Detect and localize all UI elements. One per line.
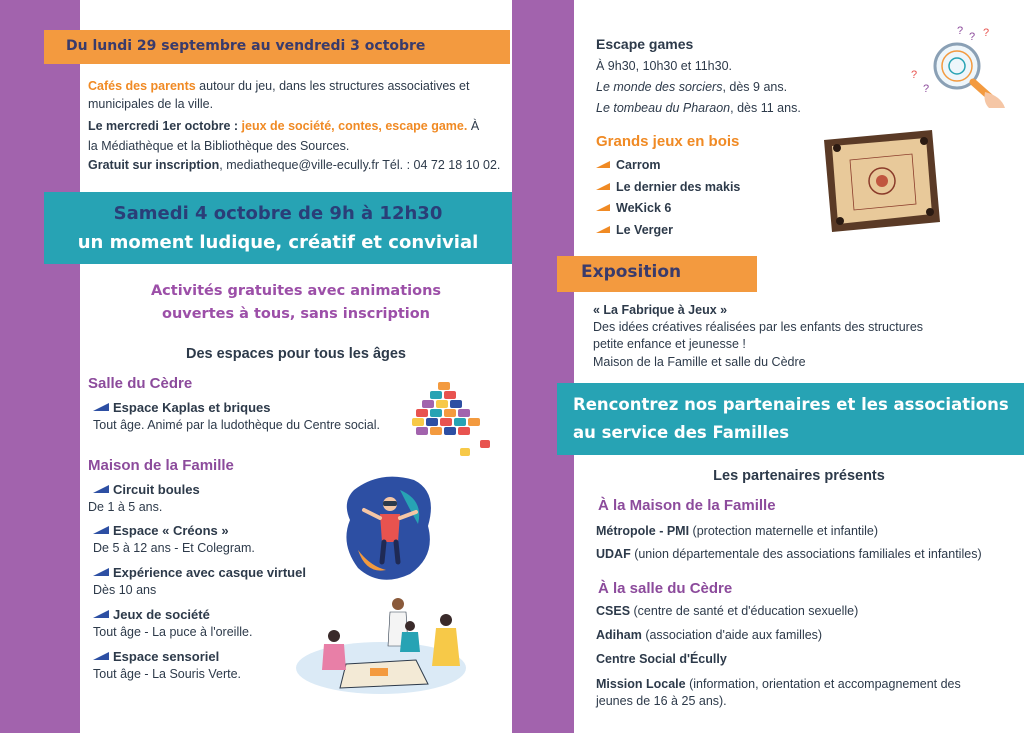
partners-banner xyxy=(557,383,1024,455)
escape-times: À 9h30, 10h30 et 11h30. xyxy=(596,59,732,73)
magnifier-question-icon xyxy=(905,22,1011,110)
wednesday-tail: À xyxy=(467,119,480,133)
wood-game-row-1 xyxy=(596,177,740,197)
svg-text:?: ? xyxy=(957,25,964,37)
free-activities-line1: Activités gratuites avec animations xyxy=(150,283,442,299)
item-title: Expérience avec casque virtuel xyxy=(113,565,306,580)
partner-name: UDAF xyxy=(596,547,631,561)
escape-game2-age: , dès 11 ans. xyxy=(730,101,801,115)
triangle-bullet-icon xyxy=(596,226,610,233)
gratuit-bold: Gratuit sur inscription xyxy=(88,158,220,172)
partner-name: Centre Social d'Écully xyxy=(596,652,727,666)
escape-game1-name: Le monde des sorciers xyxy=(596,80,723,94)
triangle-bullet-icon xyxy=(596,183,610,190)
virtual-reality-child-icon xyxy=(340,470,440,588)
item-title: Jeux de société xyxy=(113,607,210,622)
triangle-bullet-icon xyxy=(93,526,109,534)
wood-game: Carrom xyxy=(616,158,661,172)
partner-row-cedre-2 xyxy=(596,649,727,669)
week-banner xyxy=(44,30,510,64)
wood-game-row-2 xyxy=(596,198,671,218)
wood-game: WeKick 6 xyxy=(616,201,672,215)
partner-row-cedre-0 xyxy=(596,601,858,621)
wood-game-row-3 xyxy=(596,220,673,240)
gratuit-rest: , mediatheque@ville-ecully.fr Tél. : 04 72 18 10 02. xyxy=(219,158,501,172)
item-sub: De 5 à 12 ans - Et Colegram. xyxy=(93,541,255,555)
gratuit-line xyxy=(88,155,500,175)
wednesday-line2: la Médiathèque et la Bibliothèque des Sources. xyxy=(88,139,350,153)
center-purple-band xyxy=(512,0,574,733)
triangle-bullet-icon xyxy=(596,161,610,168)
escape-game1 xyxy=(596,77,787,97)
family-board-game-icon xyxy=(296,594,466,694)
item-title: Circuit boules xyxy=(113,482,200,497)
wood-game: Le dernier des makis xyxy=(616,180,741,194)
saturday-banner-line2: un moment ludique, créatif et convivial xyxy=(77,232,479,253)
partners-banner-line1: Rencontrez nos partenaires et les associations xyxy=(573,395,1009,414)
triangle-bullet-icon xyxy=(93,403,109,411)
item-title-row-4 xyxy=(93,649,219,664)
expo-line2: petite enfance et jeunesse ! xyxy=(593,337,746,351)
wednesday-label: Le mercredi 1er octobre : xyxy=(88,119,239,133)
kaplas-title: Espace Kaplas et briques xyxy=(113,400,271,415)
mission-name: Mission Locale xyxy=(596,677,686,691)
triangle-bullet-icon xyxy=(596,204,610,211)
free-activities-line2: ouvertes à tous, sans inscription xyxy=(161,306,431,322)
partners-banner-line2: au service des Familles xyxy=(573,423,790,442)
mission-line2: jeunes de 16 à 25 ans). xyxy=(596,694,727,708)
escape-title: Escape games xyxy=(596,36,694,52)
week-banner-text: Du lundi 29 septembre au vendredi 3 octobre xyxy=(66,38,426,54)
partner-row-maison-0 xyxy=(596,521,878,541)
maison-famille-heading: Maison de la Famille xyxy=(88,457,234,474)
saturday-banner-line1: Samedi 4 octobre de 9h à 12h30 xyxy=(113,203,443,224)
svg-text:?: ? xyxy=(969,31,976,43)
item-title-row-2 xyxy=(93,565,306,580)
item-sub: De 1 à 5 ans. xyxy=(88,500,163,514)
wood-game: Le Verger xyxy=(616,223,673,237)
item-sub: Tout âge - La Souris Verte. xyxy=(93,667,242,681)
kaplas-title-row xyxy=(93,400,271,415)
item-sub: Dès 10 ans xyxy=(93,583,157,597)
kaplas-sub: Tout âge. Animé par la ludothèque du Centre social. xyxy=(93,418,380,432)
cedre-partners-heading: À la salle du Cèdre xyxy=(598,580,733,597)
svg-text:?: ? xyxy=(923,83,930,95)
salle-cedre-heading: Salle du Cèdre xyxy=(88,375,193,392)
partner-desc: (association d'aide aux familles) xyxy=(641,628,823,642)
item-title: Espace « Créons » xyxy=(113,523,229,538)
partner-desc: (centre de santé et d'éducation sexuelle) xyxy=(630,604,859,618)
expo-banner-text: Exposition xyxy=(581,262,682,282)
expo-title: « La Fabrique à Jeux » xyxy=(593,303,728,317)
saturday-banner xyxy=(44,192,512,264)
escape-game2-name: Le tombeau du Pharaon xyxy=(596,101,731,115)
triangle-bullet-icon xyxy=(93,485,109,493)
bricks-icon xyxy=(412,378,494,460)
cafes-line2: municipales de la ville. xyxy=(88,97,214,111)
left-purple-band xyxy=(0,0,80,733)
cafes-rest: autour du jeu, dans les structures associatives et xyxy=(195,79,470,93)
partners-heading: Les partenaires présents xyxy=(713,468,885,484)
triangle-bullet-icon xyxy=(93,568,109,576)
wednesday-line xyxy=(88,116,479,136)
expo-line1: Des idées créatives réalisées par les enfants des structures xyxy=(593,320,924,334)
partner-desc: (protection maternelle et infantile) xyxy=(689,524,879,538)
partner-desc: (union départementale des associations familiales et infantiles) xyxy=(630,547,982,561)
item-sub: Tout âge - La puce à l'oreille. xyxy=(93,625,253,639)
expo-line3: Maison de la Famille et salle du Cèdre xyxy=(593,355,806,369)
wood-games-heading: Grands jeux en bois xyxy=(596,133,740,150)
mission-desc: (information, orientation et accompagnement des xyxy=(685,677,961,691)
item-title-row-0 xyxy=(93,482,200,497)
triangle-bullet-icon xyxy=(93,652,109,660)
partner-row-maison-1 xyxy=(596,544,982,564)
item-title-row-1 xyxy=(93,523,229,538)
carrom-board-icon xyxy=(820,126,944,236)
item-title: Espace sensoriel xyxy=(113,649,220,664)
spaces-heading: Des espaces pour tous les âges xyxy=(185,346,406,362)
wednesday-activities: jeux de société, contes, escape game. xyxy=(241,119,468,133)
escape-game1-age: , dès 9 ans. xyxy=(722,80,788,94)
cafes-highlight: Cafés des parents xyxy=(88,79,196,93)
partner-row-cedre-1 xyxy=(596,625,822,645)
maison-partners-heading: À la Maison de la Famille xyxy=(598,497,776,514)
cafes-line xyxy=(88,76,469,96)
partner-name: Adiham xyxy=(596,628,642,642)
expo-banner xyxy=(557,256,757,292)
svg-text:?: ? xyxy=(911,69,918,81)
partner-name: Métropole - PMI xyxy=(596,524,690,538)
escape-game2 xyxy=(596,98,801,118)
wood-game-row-0 xyxy=(596,155,660,175)
svg-text:?: ? xyxy=(983,27,990,39)
item-title-row-3 xyxy=(93,607,210,622)
triangle-bullet-icon xyxy=(93,610,109,618)
partner-name: CSES xyxy=(596,604,631,618)
